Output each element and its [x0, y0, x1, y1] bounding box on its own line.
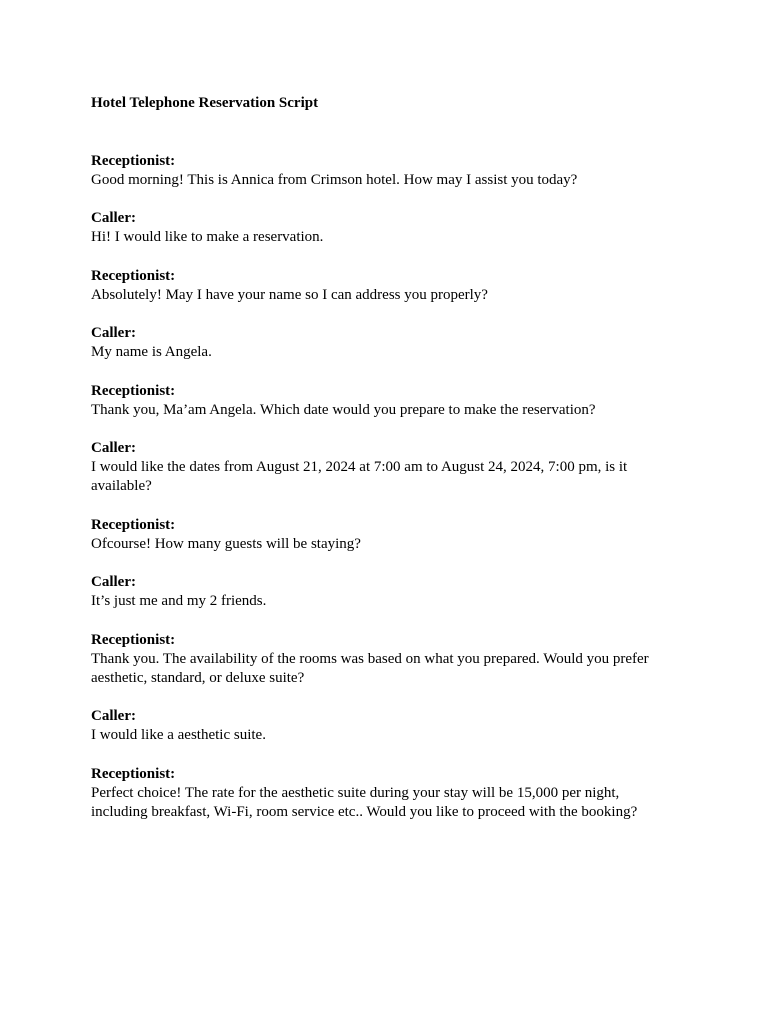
dialogue-turn [91, 324, 671, 362]
dialogue-turn [91, 382, 671, 420]
dialogue-line: Good morning! This is Annica from Crimson hotel. How may I assist you today? [91, 172, 578, 188]
dialogue-line: I would like a aesthetic suite. [91, 727, 266, 744]
dialogue-turn [91, 267, 671, 305]
dialogue-line: Perfect choice! The rate for the aesthetic suite during your stay will be 15,000 per night, including breakfast, Wi-Fi, room service etc.. Would you like to proceed with the booking? [91, 784, 638, 821]
speaker-label: Receptionist: [91, 153, 176, 169]
speaker-label: Caller: [91, 440, 136, 457]
speaker-label: Caller: [91, 708, 136, 725]
dialogue [91, 152, 671, 823]
dialogue-turn [91, 765, 671, 823]
dialogue-line: It’s just me and my 2 friends. [91, 593, 267, 610]
dialogue-line: Absolutely! May I have your name so I can address you properly? [91, 286, 488, 303]
dialogue-line: Thank you, Ma’am Angela. Which date would you prepare to make the reservation? [91, 401, 596, 418]
speaker-label: Receptionist: [91, 631, 176, 648]
speaker-label: Receptionist: [91, 516, 176, 533]
dialogue-turn [91, 707, 671, 745]
dialogue-turn [91, 439, 671, 497]
speaker-label: Receptionist: [91, 765, 176, 782]
dialogue-turn [91, 573, 671, 611]
speaker-label: Caller: [91, 210, 136, 227]
dialogue-line: I would like the dates from August 21, 2024 at 7:00 am to August 24, 2024, 7:00 pm, is it available? [91, 459, 628, 495]
dialogue-line: Hi! I would like to make a reservation. [91, 229, 324, 246]
dialogue-turn [91, 209, 671, 247]
dialogue-turn [91, 516, 671, 554]
dialogue-line: My name is Angela. [91, 344, 212, 361]
speaker-label: Receptionist: [91, 267, 176, 284]
dialogue-turn [91, 631, 671, 689]
document-title: Hotel Telephone Reservation Script [91, 95, 319, 111]
document-page [91, 94, 671, 842]
speaker-label: Caller: [91, 325, 136, 342]
dialogue-line: Ofcourse! How many guests will be staying? [91, 535, 361, 552]
dialogue-line: Thank you. The availability of the rooms was based on what you prepared. Would you prefer aesthetic, standard, or deluxe suite? [91, 650, 649, 687]
speaker-label: Caller: [91, 574, 136, 591]
speaker-label: Receptionist: [91, 382, 176, 399]
dialogue-turn [91, 152, 671, 190]
